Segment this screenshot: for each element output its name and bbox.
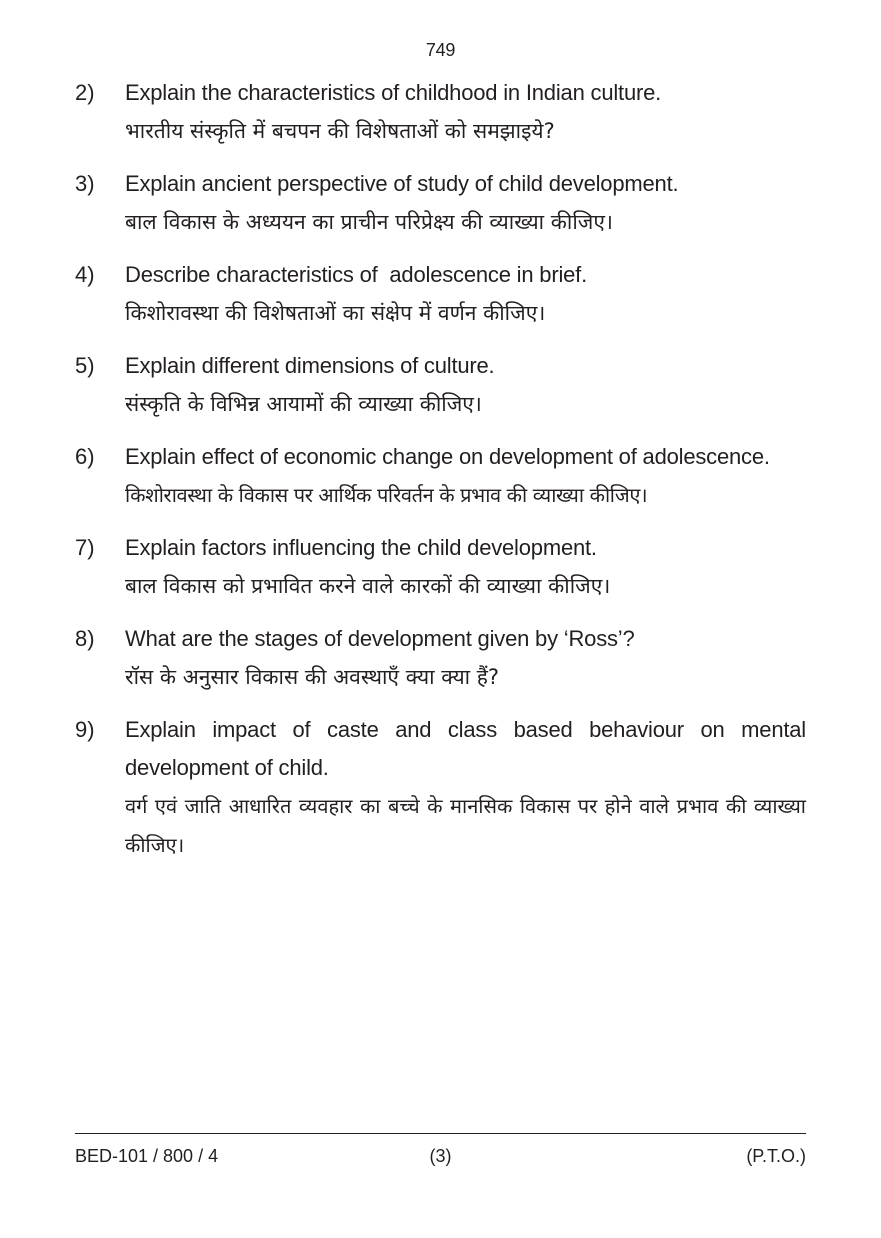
please-turn-over: (P.T.O.) <box>746 1146 806 1166</box>
question-hindi: बाल विकास को प्रभावित करने वाले कारकों की व्याख्या कीजिए। <box>125 574 611 598</box>
question-english: Explain ancient perspective of study of child development. <box>125 171 679 196</box>
question-item <box>75 529 806 606</box>
question-hindi: वर्ग एवं जाति आधारित व्यवहार का बच्चे के मानसिक विकास पर होने वाले प्रभाव की व्याख्या कीजिए। <box>125 794 806 857</box>
question-number: 9) <box>75 717 95 742</box>
question-number: 2) <box>75 80 95 105</box>
question-english: Explain impact of caste and class based behaviour on mental development of child. <box>125 717 806 780</box>
question-hindi: भारतीय संस्कृति में बचपन की विशेषताओं को समझाइये? <box>125 119 555 143</box>
page-footer <box>75 1143 806 1169</box>
question-item <box>75 711 806 865</box>
question-number: 3) <box>75 171 95 196</box>
question-item <box>75 347 806 424</box>
paper-code: BED-101 / 800 / 4 <box>75 1146 219 1166</box>
question-hindi: किशोरावस्था के विकास पर आर्थिक परिवर्तन के प्रभाव की व्याख्या कीजिए। <box>125 483 648 507</box>
question-list <box>75 74 806 879</box>
question-number: 4) <box>75 262 95 287</box>
question-item <box>75 165 806 242</box>
question-hindi: संस्कृति के विभिन्न आयामों की व्याख्या कीजिए। <box>125 392 482 416</box>
question-hindi: बाल विकास के अध्ययन का प्राचीन परिप्रेक्ष्य की व्याख्या कीजिए। <box>125 210 613 234</box>
question-number: 8) <box>75 626 95 651</box>
question-english: Explain the characteristics of childhood in Indian culture. <box>125 80 662 105</box>
question-number: 5) <box>75 353 95 378</box>
question-item <box>75 438 806 515</box>
question-english: Explain effect of economic change on development of adolescence. <box>125 444 770 469</box>
question-hindi: रॉस के अनुसार विकास की अवस्थाएँ क्या क्या हैं? <box>125 665 500 689</box>
question-number: 6) <box>75 444 95 469</box>
footer-divider <box>75 1133 806 1134</box>
question-english: Explain different dimensions of culture. <box>125 353 495 378</box>
question-english: What are the stages of development given by ‘Ross’? <box>125 626 635 651</box>
sheet-number: (3) <box>429 1146 452 1166</box>
question-number: 7) <box>75 535 95 560</box>
page-number: 749 <box>425 40 456 60</box>
question-hindi: किशोरावस्था की विशेषताओं का संक्षेप में वर्णन कीजिए। <box>125 301 546 325</box>
question-item <box>75 620 806 697</box>
question-item <box>75 74 806 151</box>
question-item <box>75 256 806 333</box>
question-english: Explain factors influencing the child development. <box>125 535 597 560</box>
question-english: Describe characteristics of adolescence in brief. <box>125 262 587 287</box>
